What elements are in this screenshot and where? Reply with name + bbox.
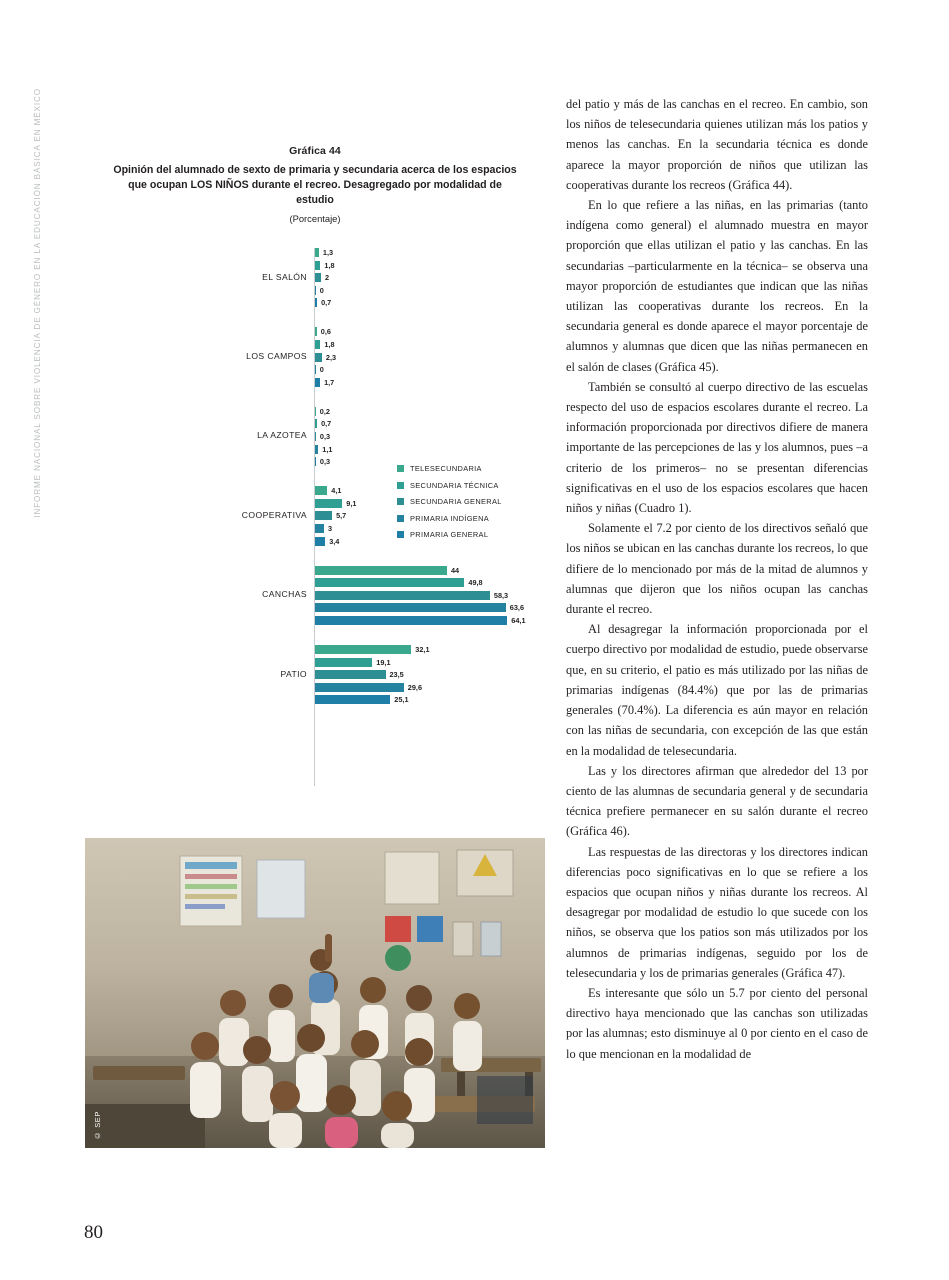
chart-value-label: 5,7 [336, 511, 347, 521]
chart-value-label: 44 [451, 565, 460, 575]
figure-number: Gráfica 44 [289, 145, 341, 157]
chart-value-label: 3 [328, 523, 333, 533]
chart-value-label: 49,8 [468, 578, 483, 588]
chart-value-label: 29,6 [407, 682, 422, 692]
figure-title: Opinión del alumnado de sexto de primaria y secundaria acerca de los espacios que ocupan LOS NIÑOS durante el recreo. Desagregado por modalidad de estudio [113, 164, 517, 206]
chart-bar-row [315, 658, 391, 667]
chart-value-label: 0,3 [319, 457, 331, 467]
chart-value-label: 1,8 [324, 339, 335, 349]
figure-subtitle: (Porcentaje) [289, 213, 341, 224]
chart-bar [315, 445, 318, 454]
chart-bar-row [315, 511, 346, 520]
chart-bar [315, 261, 320, 270]
chart-bar [315, 695, 390, 704]
chart-category-label: CANCHAS [262, 589, 307, 600]
chart-value-label: 2 [325, 273, 330, 283]
chart-value-label: 4,1 [331, 486, 342, 496]
chart-value-label: 1,1 [322, 444, 333, 454]
chart-bar-row [315, 327, 331, 336]
chart-value-label: 0,2 [319, 406, 330, 416]
body-paragraph: del patio y más de las canchas en el recreo. En cambio, son los niños de telesecundaria quienes utilizan más los patios y menos las canchas. En la secundaria técnica es donde aparece la mayor proporción de niños que utilizan las cooperativas durante los recreos (Gráfica 44). [566, 97, 868, 192]
chart-value-label: 1,8 [324, 260, 335, 270]
chart-bar-row [315, 537, 339, 546]
chart-value-label: 0,6 [320, 327, 331, 337]
chart-bar [315, 537, 325, 546]
chart-bar [315, 603, 506, 612]
page-number: 80 [84, 1222, 103, 1243]
running-head [24, 88, 50, 548]
chart-bar [315, 591, 490, 600]
chart-bar-row [315, 273, 329, 282]
chart-group [85, 327, 545, 386]
body-paragraph: Las y los directores afirman que alrededor del 13 por ciento de las alumnas de secundaria general y de secundaria técnica prefiere permanecer en su salón durante el recreo (Gráfica 46). [566, 763, 868, 839]
chart-bar-row [315, 486, 341, 495]
chart-bar [315, 524, 324, 533]
chart-value-label: 2,3 [325, 352, 337, 362]
figure-block [85, 145, 545, 802]
chart-bar [315, 298, 317, 307]
photo-credit: © SEP [93, 1110, 102, 1140]
chart-bar [315, 378, 320, 387]
body-text-column [566, 94, 868, 1064]
chart-bar-row [315, 683, 422, 692]
chart-bar-row [315, 407, 330, 416]
chart-bar [315, 327, 317, 336]
chart-value-label: 64,1 [511, 615, 526, 625]
chart-bar [315, 419, 317, 428]
chart-group [85, 645, 545, 704]
body-paragraph: También se consultó al cuerpo directivo de las escuelas respecto del uso de espacios escolares durante el recreo. La información proporcionada por directivos difiere de manera importante de las percepciones de las y los alumnos, pues –a criterio de los primeros– no se presentan diferencias significativas en el uso de los espacios escolares que hacen niños y niñas (Cuadro 1). [566, 379, 868, 516]
chart-value-label: 1,3 [322, 248, 334, 257]
body-paragraph: Es interesante que sólo un 5.7 por ciento del personal directivo haya mencionado que las canchas son utilizadas por las alumnas; esto disminuye al 0 por ciento en el caso de lo que mencionan en la modalidad de [566, 985, 868, 1061]
chart-bar [315, 353, 322, 362]
chart-bar-row [315, 524, 332, 533]
chart-bar-row [315, 695, 409, 704]
chart-category-label: PATIO [280, 668, 307, 679]
body-paragraph: Solamente el 7.2 por ciento de los directivos señaló que los niños se ubican en las canchas durante los recreos, lo que difiere de lo mencionado por más de la mitad de alumnos y alumnas que dijeron que los niños ocupan las canchas durante el recreo. [566, 521, 868, 617]
chart-bar [315, 683, 404, 692]
chart-value-label: 0 [319, 365, 324, 375]
chart-value-label: 0,7 [321, 419, 332, 429]
chart-bar [315, 578, 464, 587]
chart-bar-row [315, 248, 333, 257]
legend-label: TELESECUNDARIA [410, 464, 482, 473]
bar-chart [85, 242, 545, 802]
chart-value-label: 9,1 [346, 498, 357, 508]
legend-label: PRIMARIA INDÍGENA [410, 513, 490, 523]
body-paragraph: Las respuestas de las directoras y los directores indican diferencias poco significativas en lo que se refiere a los espacios que ocupan niños y niñas durante los recreos. Al desagregar por modalidad de estudio lo que sucede con los niños, se observa que los patios son más utilizados por los alumnos de primarias indígenas, seguido por los de telesecundaria y los de primarias generales (Gráfica 47). [566, 844, 868, 980]
chart-bar-row [315, 261, 335, 270]
chart-bar [315, 248, 319, 257]
body-paragraph: En lo que refiere a las niñas, en las primarias (tanto indígena como general) el alumnado muestra en mayor proporción que ellas utilizan el patio y las canchas. En las secundarias –particularmente en la técnica– se observa una mayor proporción de estudiantes que indican que las niñas utilizan las cooperativas durante los recreos. En la secundaria general es donde aparece el mayor porcentaje de alumnos y alumnas que dicen que las niñas permanecen en el salón de clases (Gráfica 45). [566, 198, 868, 374]
legend-label: SECUNDARIA TÉCNICA [410, 480, 499, 490]
chart-bar-row [315, 432, 330, 441]
chart-category-label: LOS CAMPOS [246, 351, 307, 362]
chart-group [85, 566, 545, 625]
chart-bar [315, 365, 316, 374]
chart-bar [315, 457, 316, 466]
chart-bar-row [315, 298, 331, 307]
chart-bar [315, 511, 332, 520]
chart-group [85, 248, 545, 307]
chart-value-label: 0 [319, 285, 324, 295]
body-paragraph: Al desagregar la información proporcionada por el cuerpo directivo por modalidad de estudio, puede observarse que, en su criterio, el patio es más utilizado por las niñas de primarias indígenas (84.4%) que por las de primarias generales (70.4%). La diferencia es aún mayor en relación con las niñas de secundaria, con excepción de las que están en la modalidad de telesecundaria. [566, 622, 868, 758]
chart-value-label: 63,6 [509, 603, 524, 613]
chart-bar-row [315, 353, 336, 362]
legend-label: SECUNDARIA GENERAL [410, 497, 502, 506]
chart-bar-row [315, 499, 356, 508]
chart-bar-row [315, 365, 324, 374]
chart-group [85, 486, 545, 545]
chart-bar-row [315, 566, 459, 575]
chart-bar-row [315, 378, 334, 387]
chart-bar-row [315, 340, 335, 349]
chart-value-label: 3,4 [329, 536, 340, 546]
photo-image [85, 838, 545, 1148]
chart-bar [315, 407, 316, 416]
chart-bar-row [315, 670, 404, 679]
chart-bar [315, 340, 320, 349]
chart-bar-row [315, 286, 324, 295]
chart-bar [315, 286, 316, 295]
chart-value-label: 1,7 [324, 377, 335, 387]
chart-bar-row [315, 578, 483, 587]
chart-value-label: 25,1 [394, 695, 409, 705]
chart-bar [315, 486, 327, 495]
chart-category-label: EL SALÓN [262, 271, 307, 282]
chart-value-label: 19,1 [376, 657, 391, 667]
chart-category-label: COOPERATIVA [241, 509, 307, 520]
chart-bar [315, 616, 507, 625]
legend-label: PRIMARIA GENERAL [410, 530, 489, 539]
chart-bar [315, 499, 342, 508]
chart-bar-row [315, 457, 330, 466]
chart-bar-row [315, 445, 332, 454]
chart-bar [315, 432, 316, 441]
chart-bar-row [315, 645, 430, 654]
chart-bar [315, 670, 386, 679]
chart-value-label: 23,5 [389, 670, 404, 680]
chart-bar [315, 273, 321, 282]
chart-bar [315, 658, 372, 667]
running-head-text: INFORME NACIONAL SOBRE VIOLENCIA DE GÉNERO EN LA EDUCACIÓN BÁSICA EN MÉXICO [32, 88, 42, 518]
chart-group [85, 407, 545, 466]
chart-bar-row [315, 603, 524, 612]
chart-value-label: 58,3 [493, 590, 509, 600]
chart-bar [315, 645, 411, 654]
chart-bar-row [315, 591, 508, 600]
chart-value-label: 0,3 [319, 431, 331, 441]
chart-category-label: LA AZOTEA [257, 430, 307, 441]
classroom-photo [85, 838, 545, 1148]
chart-value-label: 32,1 [415, 645, 430, 654]
chart-value-label: 0,7 [321, 298, 332, 308]
chart-bar-row [315, 616, 526, 625]
chart-bar-row [315, 419, 331, 428]
chart-bar [315, 566, 447, 575]
